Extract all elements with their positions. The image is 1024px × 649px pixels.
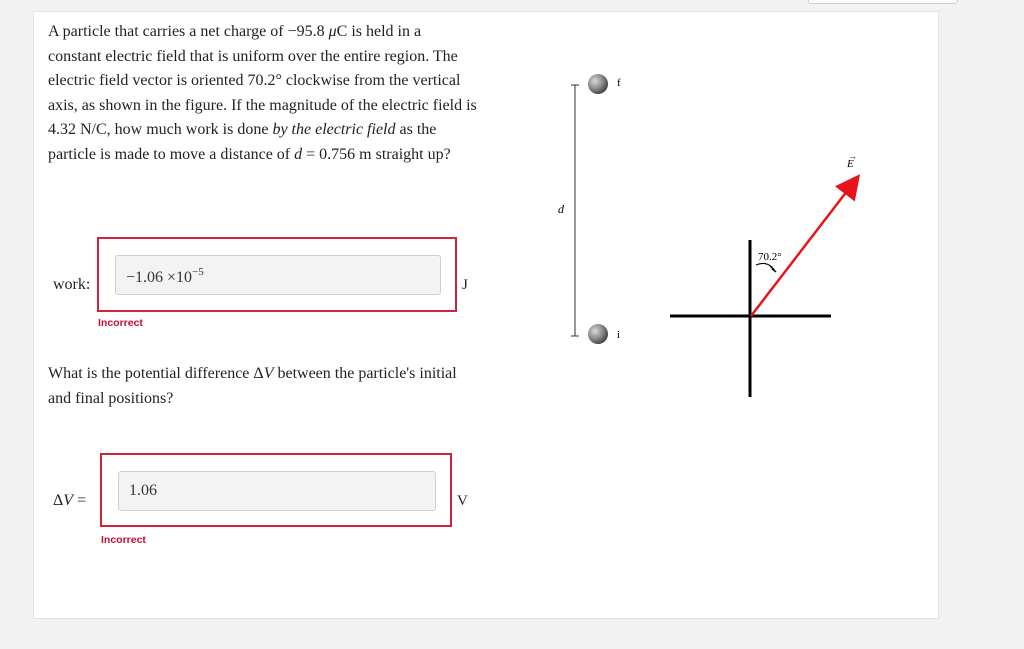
question-text-part: A particle that carries a net charge of −95.8 xyxy=(48,23,329,40)
top-button[interactable] xyxy=(808,0,958,4)
distance-label: d xyxy=(558,202,564,216)
initial-label: i xyxy=(617,329,621,341)
question-text-part: = 0.756 m straight up? xyxy=(302,145,451,163)
question2-text-part: between the particle's initial and final positions? xyxy=(48,365,457,407)
question2-text-part: What is the potential difference Δ xyxy=(48,365,264,382)
angle-arc xyxy=(756,263,775,271)
question-text-part: C is held in a constant electric field that is uniform over the entire region. The electric field vector is oriented 70.2° clockwise from the vertical axis, as shown in the figure. If the magnitude of the electric field is 4.32 N/C, how much work is done xyxy=(48,23,477,138)
delta-v-input[interactable] xyxy=(118,471,436,511)
vector-arrow-mark: → xyxy=(848,151,857,161)
particle-final xyxy=(588,74,608,94)
question2-text xyxy=(48,362,478,411)
distance-symbol: d xyxy=(294,145,303,163)
v-symbol: V xyxy=(63,492,74,509)
equals-sign: = xyxy=(73,492,87,509)
delta-v-unit: V xyxy=(457,493,468,509)
emphasis-text: by the electric field xyxy=(272,121,396,138)
field-diagram xyxy=(520,55,880,415)
angle-arrow xyxy=(770,266,776,272)
work-status-incorrect: Incorrect xyxy=(98,317,143,329)
work-label: work: xyxy=(53,276,91,293)
work-unit: J xyxy=(462,277,468,293)
delta-v-answer-box xyxy=(100,453,452,527)
delta-v-label xyxy=(53,492,86,510)
field-vector xyxy=(751,182,854,316)
work-exponent: −5 xyxy=(192,266,204,278)
delta-v-status-incorrect: Incorrect xyxy=(101,534,146,546)
field-label: E xyxy=(847,158,854,170)
question-text xyxy=(48,20,478,167)
question-text-part: as the particle is made to move a distance of xyxy=(48,121,437,163)
work-value: −1.06 ×10 xyxy=(126,269,193,286)
mu-symbol: μ xyxy=(328,23,337,40)
particle-initial xyxy=(588,324,608,344)
delta-symbol: Δ xyxy=(53,492,64,509)
angle-label: 70.2° xyxy=(758,251,782,263)
work-answer-box xyxy=(97,237,457,312)
work-input[interactable] xyxy=(115,255,441,295)
final-label: f xyxy=(617,77,621,89)
delta-v-value: 1.06 xyxy=(129,482,157,499)
potential-symbol: V xyxy=(263,365,274,382)
